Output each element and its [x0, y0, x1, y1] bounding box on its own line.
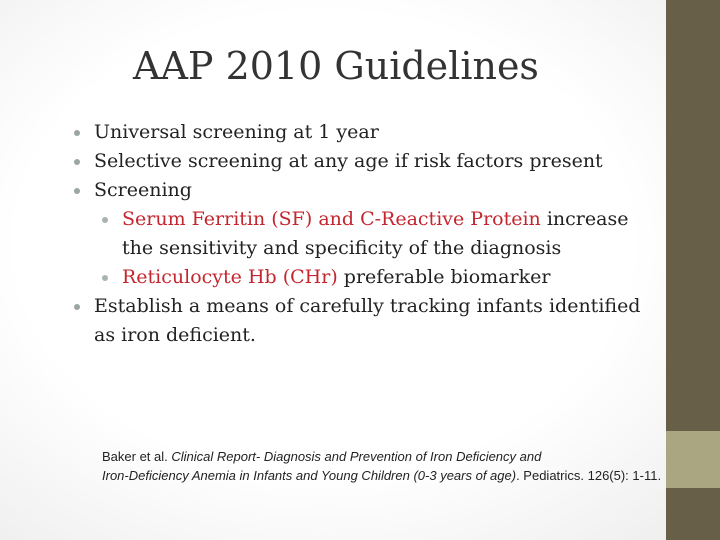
- bullet-item: [74, 118, 644, 147]
- bullet-text: increase the sensitivity and specificity of the diagnosis: [122, 208, 629, 259]
- bullet-item: [74, 292, 644, 350]
- bullet-item: [74, 147, 644, 176]
- decorative-sidebar-band: [666, 431, 720, 488]
- bullet-text: Universal screening at 1 year: [94, 121, 379, 143]
- bullet-item: [74, 176, 644, 205]
- bullet-text: Screening: [94, 179, 192, 201]
- citation-journal: . Pediatrics. 126(5): 1-11.: [516, 468, 662, 483]
- citation-authors: Baker et al.: [102, 449, 172, 464]
- bullet-icon: [74, 130, 80, 136]
- sub-bullet-item: [74, 205, 644, 263]
- bullet-icon: [74, 188, 80, 194]
- bullet-text: preferable biomarker: [337, 266, 551, 288]
- highlighted-text: Reticulocyte Hb (CHr): [122, 266, 338, 288]
- bullet-icon: [74, 304, 80, 310]
- bullet-icon: [102, 217, 108, 223]
- bullet-text: Establish a means of carefully tracking infants identified as iron deficient.: [94, 295, 641, 346]
- citation-title-1: Clinical Report- Diagnosis and Prevention of Iron Deficiency and: [171, 449, 542, 464]
- bullet-list: [74, 118, 644, 350]
- bullet-text: Selective screening at any age if risk factors present: [94, 150, 603, 172]
- bullet-icon: [74, 159, 80, 165]
- citation: [102, 447, 661, 485]
- sub-bullet-item: [74, 263, 644, 292]
- bullet-icon: [102, 275, 108, 281]
- slide-title: AAP 2010 Guidelines: [133, 44, 539, 88]
- highlighted-text: Serum Ferritin (SF) and C-Reactive Protein: [122, 208, 541, 230]
- citation-title-2: Iron-Deficiency Anemia in Infants and Young Children (0-3 years of age): [102, 468, 517, 483]
